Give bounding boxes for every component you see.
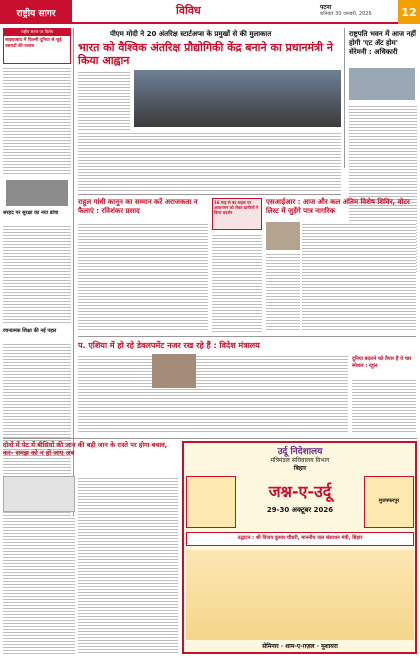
rahul-story-text bbox=[78, 222, 208, 332]
left-story3-head: रचनात्मक शिक्षा की नई पहल bbox=[3, 328, 57, 334]
bottom-story-text bbox=[78, 476, 178, 654]
ad-lower-panel bbox=[186, 550, 414, 640]
newspaper-brand: राष्ट्रीय सागर bbox=[0, 0, 72, 24]
row-divider bbox=[3, 438, 417, 439]
sir-story-text-2 bbox=[266, 252, 300, 332]
top-story-headline: भारत को वैश्विक अंतरिक्ष प्रौद्योगिकी केंद्र बनाने का प्रधानमंत्री ने किया आह्वान bbox=[78, 41, 333, 67]
left-story-text bbox=[3, 66, 71, 176]
right-bottom-text bbox=[352, 378, 416, 434]
sir-story-text bbox=[302, 222, 416, 332]
top-story-text-2 bbox=[78, 131, 341, 191]
bottom-story-photo bbox=[3, 476, 75, 512]
ad-festival-name: जश्न-ए-उर्दू bbox=[268, 482, 332, 501]
ad-right-city: मुजफ्फरपुर bbox=[378, 498, 400, 504]
ad-left-panel bbox=[186, 476, 236, 528]
top-story-strap: पीएम मोदी ने 20 अंतरिक्ष स्टार्टअप्स के प्रमुखों से की मुलाकात bbox=[110, 30, 272, 38]
bengal-headline: प. एशिया में हो रहे डेवलपमेंट नजर रख रहे हैं : विदेश मंत्रालय bbox=[78, 341, 260, 350]
row-divider bbox=[78, 336, 416, 337]
ad-org: उर्दू निदेशालय bbox=[277, 447, 323, 457]
top-story-text bbox=[78, 70, 130, 130]
left-box-subtitle: साइबरबाद में फिल्मी दुनिया से जुड़े उस्तादों की तलाश bbox=[5, 38, 62, 49]
edition-city: पटना bbox=[320, 4, 332, 11]
left-story-photo bbox=[6, 180, 68, 206]
left-story2-text bbox=[3, 224, 71, 324]
ad-festival-dates: 29-30 अक्टूबर 2026 bbox=[266, 506, 334, 514]
small-news-headline: 16 माह से बंद सड़क पर आवागमन को लेकर ग्रामीणों ने किया प्रदर्शन bbox=[214, 200, 259, 215]
right-top-headline: राष्ट्रपति भवन में आज नहीं होगी 'एट ॲट होम' सेरेमनी : अधिकारी bbox=[349, 30, 416, 56]
right-top-photo bbox=[349, 68, 415, 100]
rahul-headline: राहुल गांधी कानून का सम्मान करें अराजकता न फैलाएं : रविशंकर प्रसाद bbox=[78, 198, 198, 215]
bengal-photo bbox=[152, 354, 196, 388]
sir-photo bbox=[266, 222, 300, 250]
edition-date: शनिवार 30 जनवरी, 2026 bbox=[320, 11, 372, 17]
small-news-text bbox=[212, 233, 262, 333]
right-bottom-headline: दुनिया बदलने को तैयार हैं ये चार स्पेशल : रहुल bbox=[352, 356, 412, 369]
section-title: विविध bbox=[176, 4, 201, 17]
left-story2-head: सरहद पर सुरक्षा का नया ढांचा bbox=[3, 210, 59, 216]
ad-dept: मंत्रिमंडल सचिवालय विभाग bbox=[270, 457, 330, 464]
ad-footer: सेमिनार · शाम-ए-ग़ज़ल · मुशायरा bbox=[262, 643, 338, 650]
ad-chief-guest: उद्घाटन : श्री विजय कुमार चौधरी, माननीय जल संसाधन मंत्री, बिहार bbox=[237, 535, 363, 541]
sir-headline: एसआईआर : आज और कल अंतिम विशेष शिविर, वोटर लिस्ट में जुड़ेंगे पात्र नागरिक bbox=[266, 198, 410, 215]
page-number: 12 bbox=[398, 0, 420, 24]
ad-state: बिहार bbox=[293, 465, 307, 472]
bengal-story-text bbox=[78, 354, 348, 434]
bottom-story-text-2 bbox=[3, 516, 75, 654]
left-box-title: राष्ट्रीय सागर पर विशेष bbox=[3, 28, 71, 36]
row-divider bbox=[78, 194, 341, 195]
top-story-photo bbox=[134, 70, 341, 127]
bottom-story-headline: दोनों में पेट में बीसियों की जान की बड़ी जान के रास्ते पर होगा बचाव, कर- समझ को न हो जाए अब bbox=[3, 441, 168, 457]
column-divider bbox=[344, 28, 345, 168]
column-divider bbox=[73, 28, 74, 543]
